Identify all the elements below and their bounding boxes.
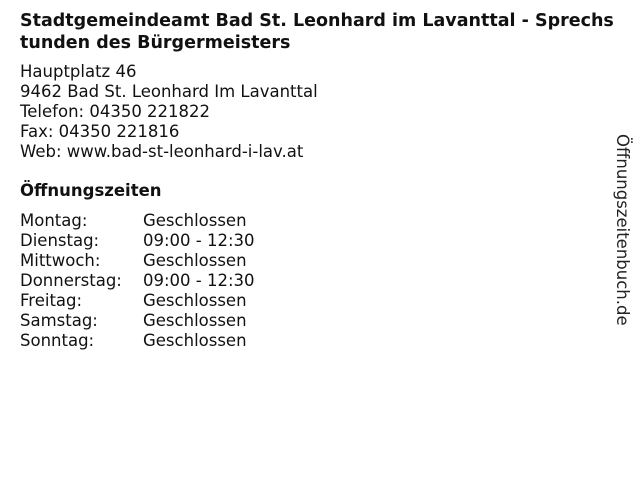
phone-number: Telefon: 04350 221822: [20, 102, 211, 121]
address-block: [20, 62, 616, 162]
time-value: Geschlossen: [143, 311, 247, 330]
hours-row-friday: [20, 291, 616, 311]
day-label: Montag:: [20, 211, 88, 230]
day-label: Sonntag:: [20, 331, 95, 350]
time-value: 09:00 - 12:30: [143, 231, 255, 250]
website-link[interactable]: Web: www.bad-st-leonhard-i-lav.at: [20, 142, 304, 161]
time-value: 09:00 - 12:30: [143, 271, 255, 290]
time-value: Geschlossen: [143, 291, 247, 310]
business-card: [20, 10, 616, 351]
address-street: Hauptplatz 46: [20, 62, 137, 81]
opening-hours-table: [20, 211, 616, 351]
hours-row-tuesday: [20, 231, 616, 251]
address-city: 9462 Bad St. Leonhard Im Lavanttal: [20, 82, 318, 101]
hours-row-monday: [20, 211, 616, 231]
time-value: Geschlossen: [143, 211, 247, 230]
day-label: Dienstag:: [20, 231, 100, 250]
fax-number: Fax: 04350 221816: [20, 122, 180, 141]
day-label: Mittwoch:: [20, 251, 101, 270]
hours-row-sunday: [20, 331, 616, 351]
site-watermark: Öffnungszeitenbuch.de: [613, 134, 632, 326]
day-label: Samstag:: [20, 311, 98, 330]
time-value: Geschlossen: [143, 331, 247, 350]
day-label: Donnerstag:: [20, 271, 122, 290]
hours-row-wednesday: [20, 251, 616, 271]
page-title: Stadtgemeindeamt Bad St. Leonhard im Lavanttal - Sprechstunden des Bürgermeisters: [20, 11, 614, 53]
day-label: Freitag:: [20, 291, 83, 310]
hours-row-saturday: [20, 311, 616, 331]
hours-row-thursday: [20, 271, 616, 291]
opening-hours-heading: Öffnungszeiten: [20, 181, 162, 200]
time-value: Geschlossen: [143, 251, 247, 270]
